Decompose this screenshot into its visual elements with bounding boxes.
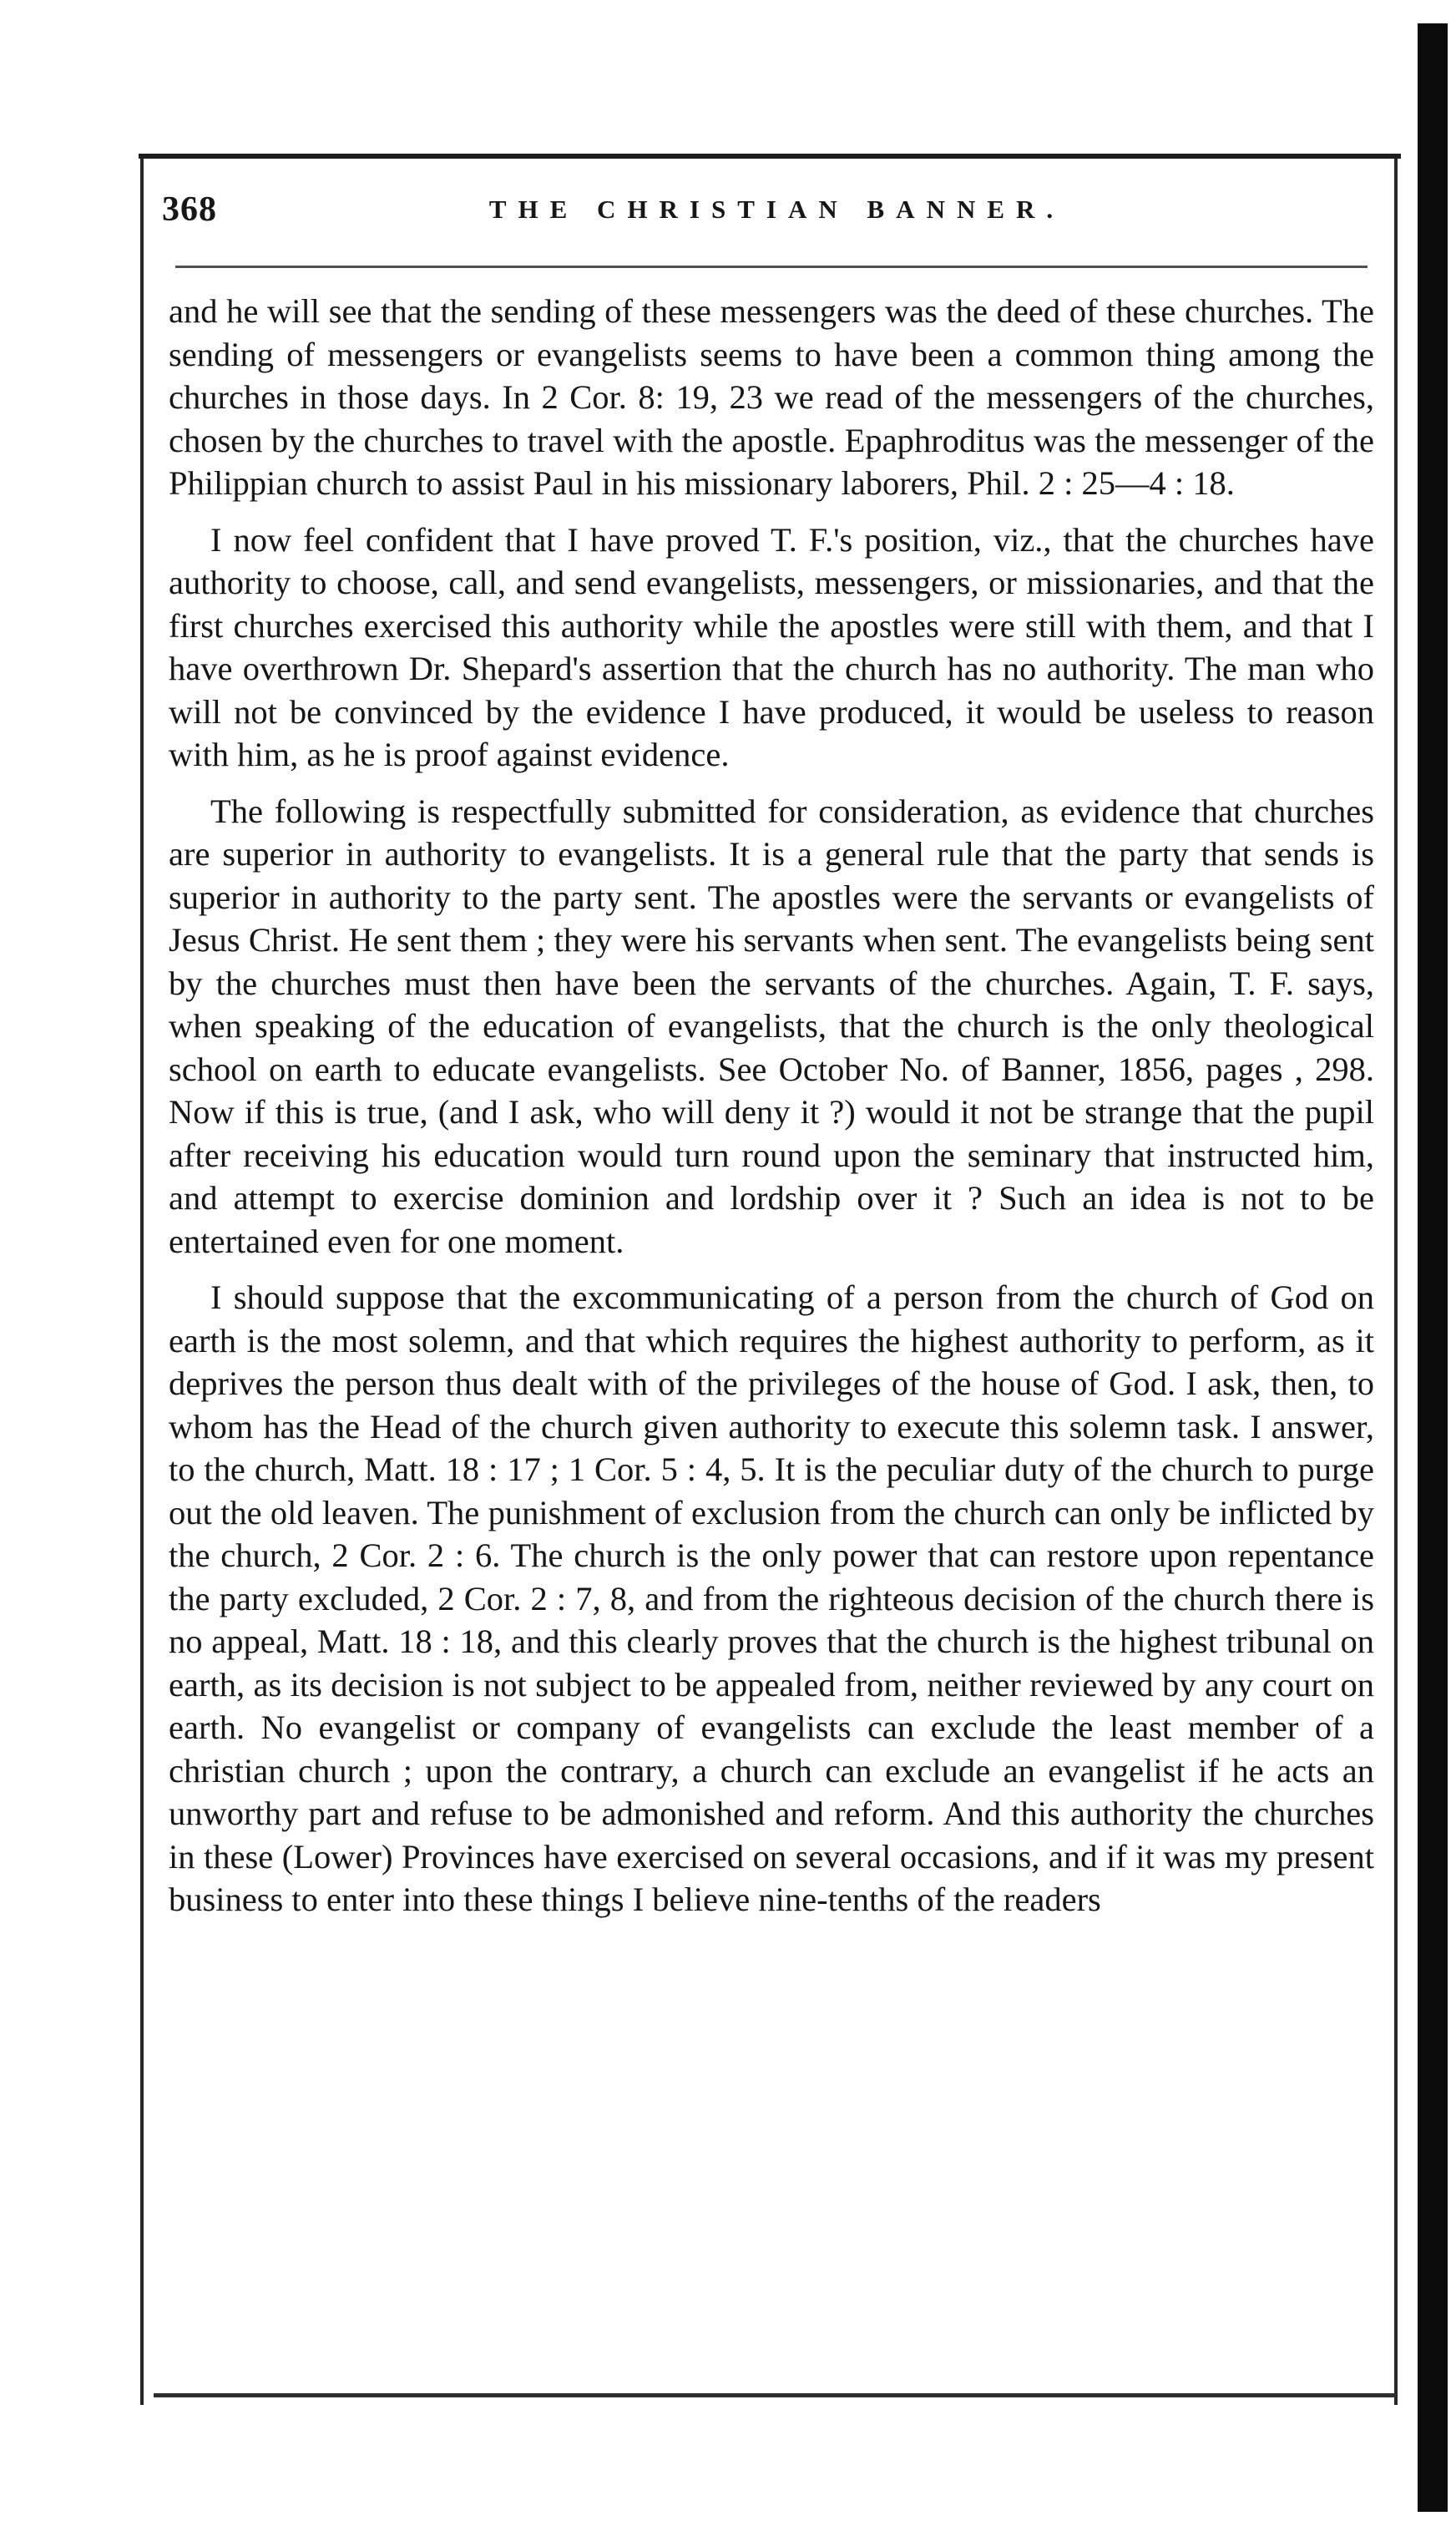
top-border-rule — [139, 154, 1401, 159]
body-text — [169, 290, 1374, 2373]
right-border-rule — [1394, 159, 1398, 2405]
paragraph-2: I now feel confident that I have proved T. F.'s position, viz., that the churches have authority to choose, call, and send evangelists, messengers, or missionaries, and that the first churches exercised this authority while the apostles were still with them, and that I have overthrown Dr. Shepard's assertion that the church has no authority. The man who will not be convinced by the evidence I have produced, it would be useless to reason with him, as he is proof against evidence. — [169, 520, 1374, 773]
paragraph-3: The following is respectfully submitted for consideration, as evidence that churches are superior in authority to evangelists. It is a general rule that the party that sends is superior in authority to the party sent. The apostles were the servants or evangelists of Jesus Christ. He sent them ; they were his servants when sent. The evangelists being sent by the churches must then have been the servants of the churches. Again, T. F. says, when speaking of the education of evangelists, that the church is the only theological school on earth to educate evangelists. See October No. of Banner, 1856, pages , 298. Now if this is true, (and I ask, who will deny it ?) would it not be strange that the pupil after receiving his education would turn round upon the seminary that instructed him, and attempt to exercise dominion and lordship over it ? Such an idea is not to be entertained even for one moment. — [169, 792, 1374, 1260]
scan-edge-bar — [1418, 23, 1448, 2512]
page-header — [162, 182, 1373, 237]
left-border-rule — [140, 159, 144, 2405]
page-number: 368 — [162, 190, 217, 229]
paragraph-1: and he will see that the sending of these messengers was the deed of these churches. The sending of messengers or evangelists seems to have been a common thing among the churches in those days. In 2 Cor. 8: 19, 23 we read of the messengers of the churches, chosen by the churches to travel with the apostle. Epaphroditus was the messenger of the Philippian church to assist Paul in his missionary laborers, Phil. 2 : 25—4 : 18. — [169, 292, 1374, 502]
bottom-border-rule — [154, 2393, 1396, 2397]
header-divider — [175, 266, 1368, 268]
paragraph-4: I should suppose that the excommunicating of a person from the church of God on earth is the most solemn, and that which requires the highest authority to perform, as it deprives the person thus dealt with of the privileges of the house of God. I ask, then, to whom has the Head of the church given authority to execute this solemn task. I answer, to the church, Matt. 18 : 17 ; 1 Cor. 5 : 4, 5. It is the peculiar duty of the church to purge out the old leaven. The punishment of exclusion from the church can only be inflicted by the church, 2 Cor. 2 : 6. The church is the only power that can restore upon repentance the party excluded, 2 Cor. 2 : 7, 8, and from the righteous decision of the church there is no appeal, Matt. 18 : 18, and this clearly proves that the church is the highest tribunal on earth, as its decision is not subject to be appealed from, neither reviewed by any court on earth. No evangelist or company of evangelists can exclude the least member of a christian church ; upon the contrary, a church can exclude an evangelist if he acts an unworthy part and refuse to be admonished and reform. And this authority the churches in these (Lower) Provinces have exercised on several occasions, and if it was my present business to enter into these things I believe nine-tenths of the readers — [169, 1278, 1374, 1918]
running-title: THE CHRISTIAN BANNER. — [488, 195, 1065, 224]
